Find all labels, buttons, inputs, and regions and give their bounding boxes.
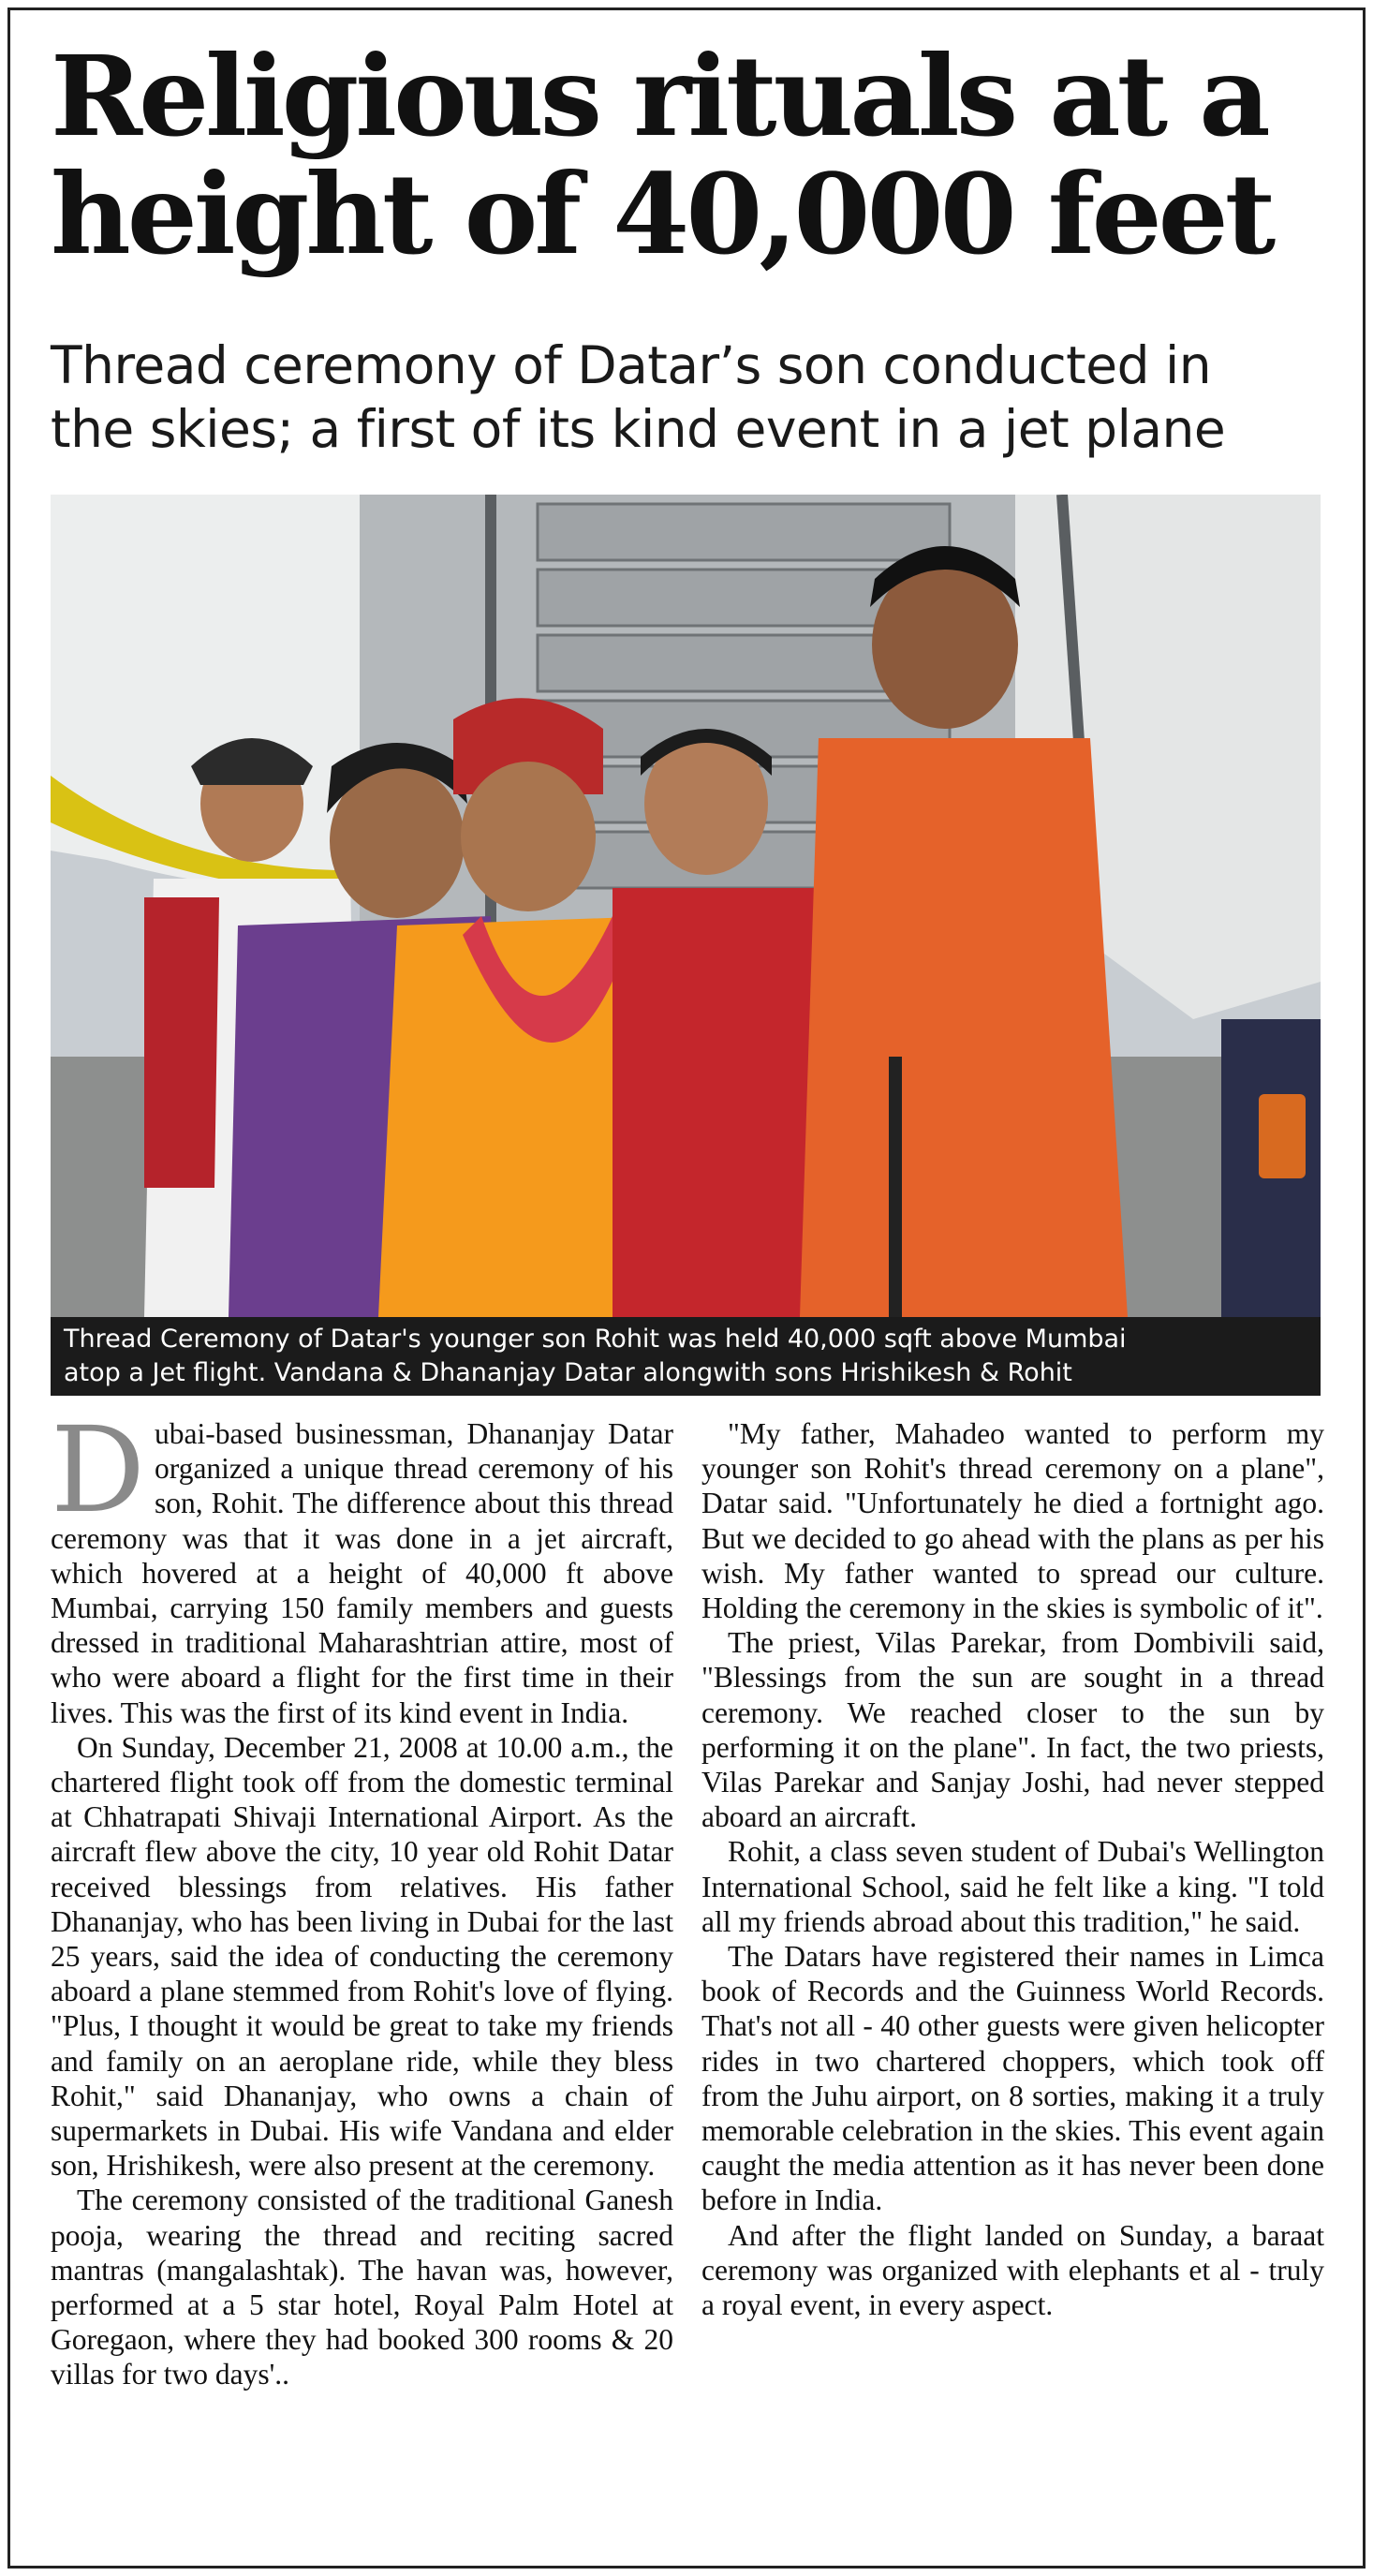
photo-caption [51, 1317, 1321, 1396]
ceremony-photo [51, 495, 1321, 1317]
paragraph-5: The priest, Vilas Parekar, from Dombivili said, "Blessings from the sun are sought in a thread ceremony. We reached closer to the sun by performing it on the plane". In fact, the two priests, Vilas Parekar and Sanjay Joshi, had never stepped aboard an aircraft. [701, 1626, 1324, 1834]
caption-line-2: atop a Jet flight. Vandana & Dhananjay Datar alongwith sons Hrishikesh & Rohit [64, 1358, 1072, 1387]
paragraph-1-text: ubai-based businessman, Dhananjay Datar organized a unique thread ceremony of his son, Rohit. The difference about this thread ceremony was that it was done in a jet aircraft, which hovered at a height of 40,000 ft above Mumbai, carrying 150 family members and guests dressed in traditional Maharashtrian attire, most of who were aboard a flight for the first time in their lives. This was the first of its kind event in India. [51, 1417, 673, 1729]
headline-line-1: Religious rituals at a [51, 31, 1267, 161]
paragraph-1 [51, 1401, 673, 1730]
paragraph-7: The Datars have registered their names in Limca book of Records and the Guinness World Records. That's not all - 40 other guests were given helicopter rides in two chartered choppers, which took off from the Juhu airport, on 8 sorties, making it a truly memorable celebration in the skies. This event again caught the media attention as it has never been done before in India. [701, 1940, 1324, 2217]
headline [51, 31, 1324, 279]
paragraph-2: On Sunday, December 21, 2008 at 10.00 a.m., the chartered flight took off from the domestic terminal at Chhatrapati Shivaji International Airport. As the aircraft flew above the city, 10 year old Rohit Datar received blessings from relatives. His father Dhananjay, who has been living in Dubai for the last 25 years, said the idea of conducting the ceremony aboard a plane stemmed from Rohit's love of flying. "Plus, I thought it would be great to take my friends and family on an aeroplane ride, while they bless Rohit," said Dhananjay, who owns a chain of supermarkets in Dubai. His wife Vandana and elder son, Hrishikesh, were also present at the ceremony. [51, 1730, 673, 2183]
headline-line-2: height of 40,000 feet [51, 149, 1273, 279]
paragraph-4: "My father, Mahadeo wanted to perform my younger son Rohit's thread ceremony on a plane", Datar said. "Unfortunately he died a fortnight ago. But we decided to go ahead with the plans as per his wish. My father wanted to spread our culture. Holding the ceremony in the skies is symbolic of it". [701, 1417, 1324, 1625]
subheadline [51, 333, 1324, 461]
subheadline-line-2: the skies; a first of its kind event in a jet plane [51, 399, 1226, 459]
article-body [51, 1401, 1324, 2550]
column-right [701, 1416, 1324, 2550]
paragraph-8: And after the flight landed on Sunday, a baraat ceremony was organized with elephants et al - truly a royal event, in every aspect. [701, 2218, 1324, 2322]
drop-cap: D [51, 1401, 146, 1539]
paragraph-6: Rohit, a class seven student of Dubai's Wellington International School, said he felt like a king. "I told all my friends abroad about this tradition," he said. [701, 1835, 1324, 1938]
column-left [51, 1401, 673, 2550]
subheadline-line-1: Thread ceremony of Datar’s son conducted in [51, 335, 1212, 395]
paragraph-3: The ceremony consisted of the traditional Ganesh pooja, wearing the thread and reciting sacred mantras (mangalashtak). The havan was, however, performed at a 5 star hotel, Royal Palm Hotel at Goregaon, where they had booked 300 rooms & 20 villas for two days'.. [51, 2184, 673, 2391]
caption-line-1: Thread Ceremony of Datar's younger son Rohit was held 40,000 sqft above Mumbai [64, 1325, 1127, 1354]
